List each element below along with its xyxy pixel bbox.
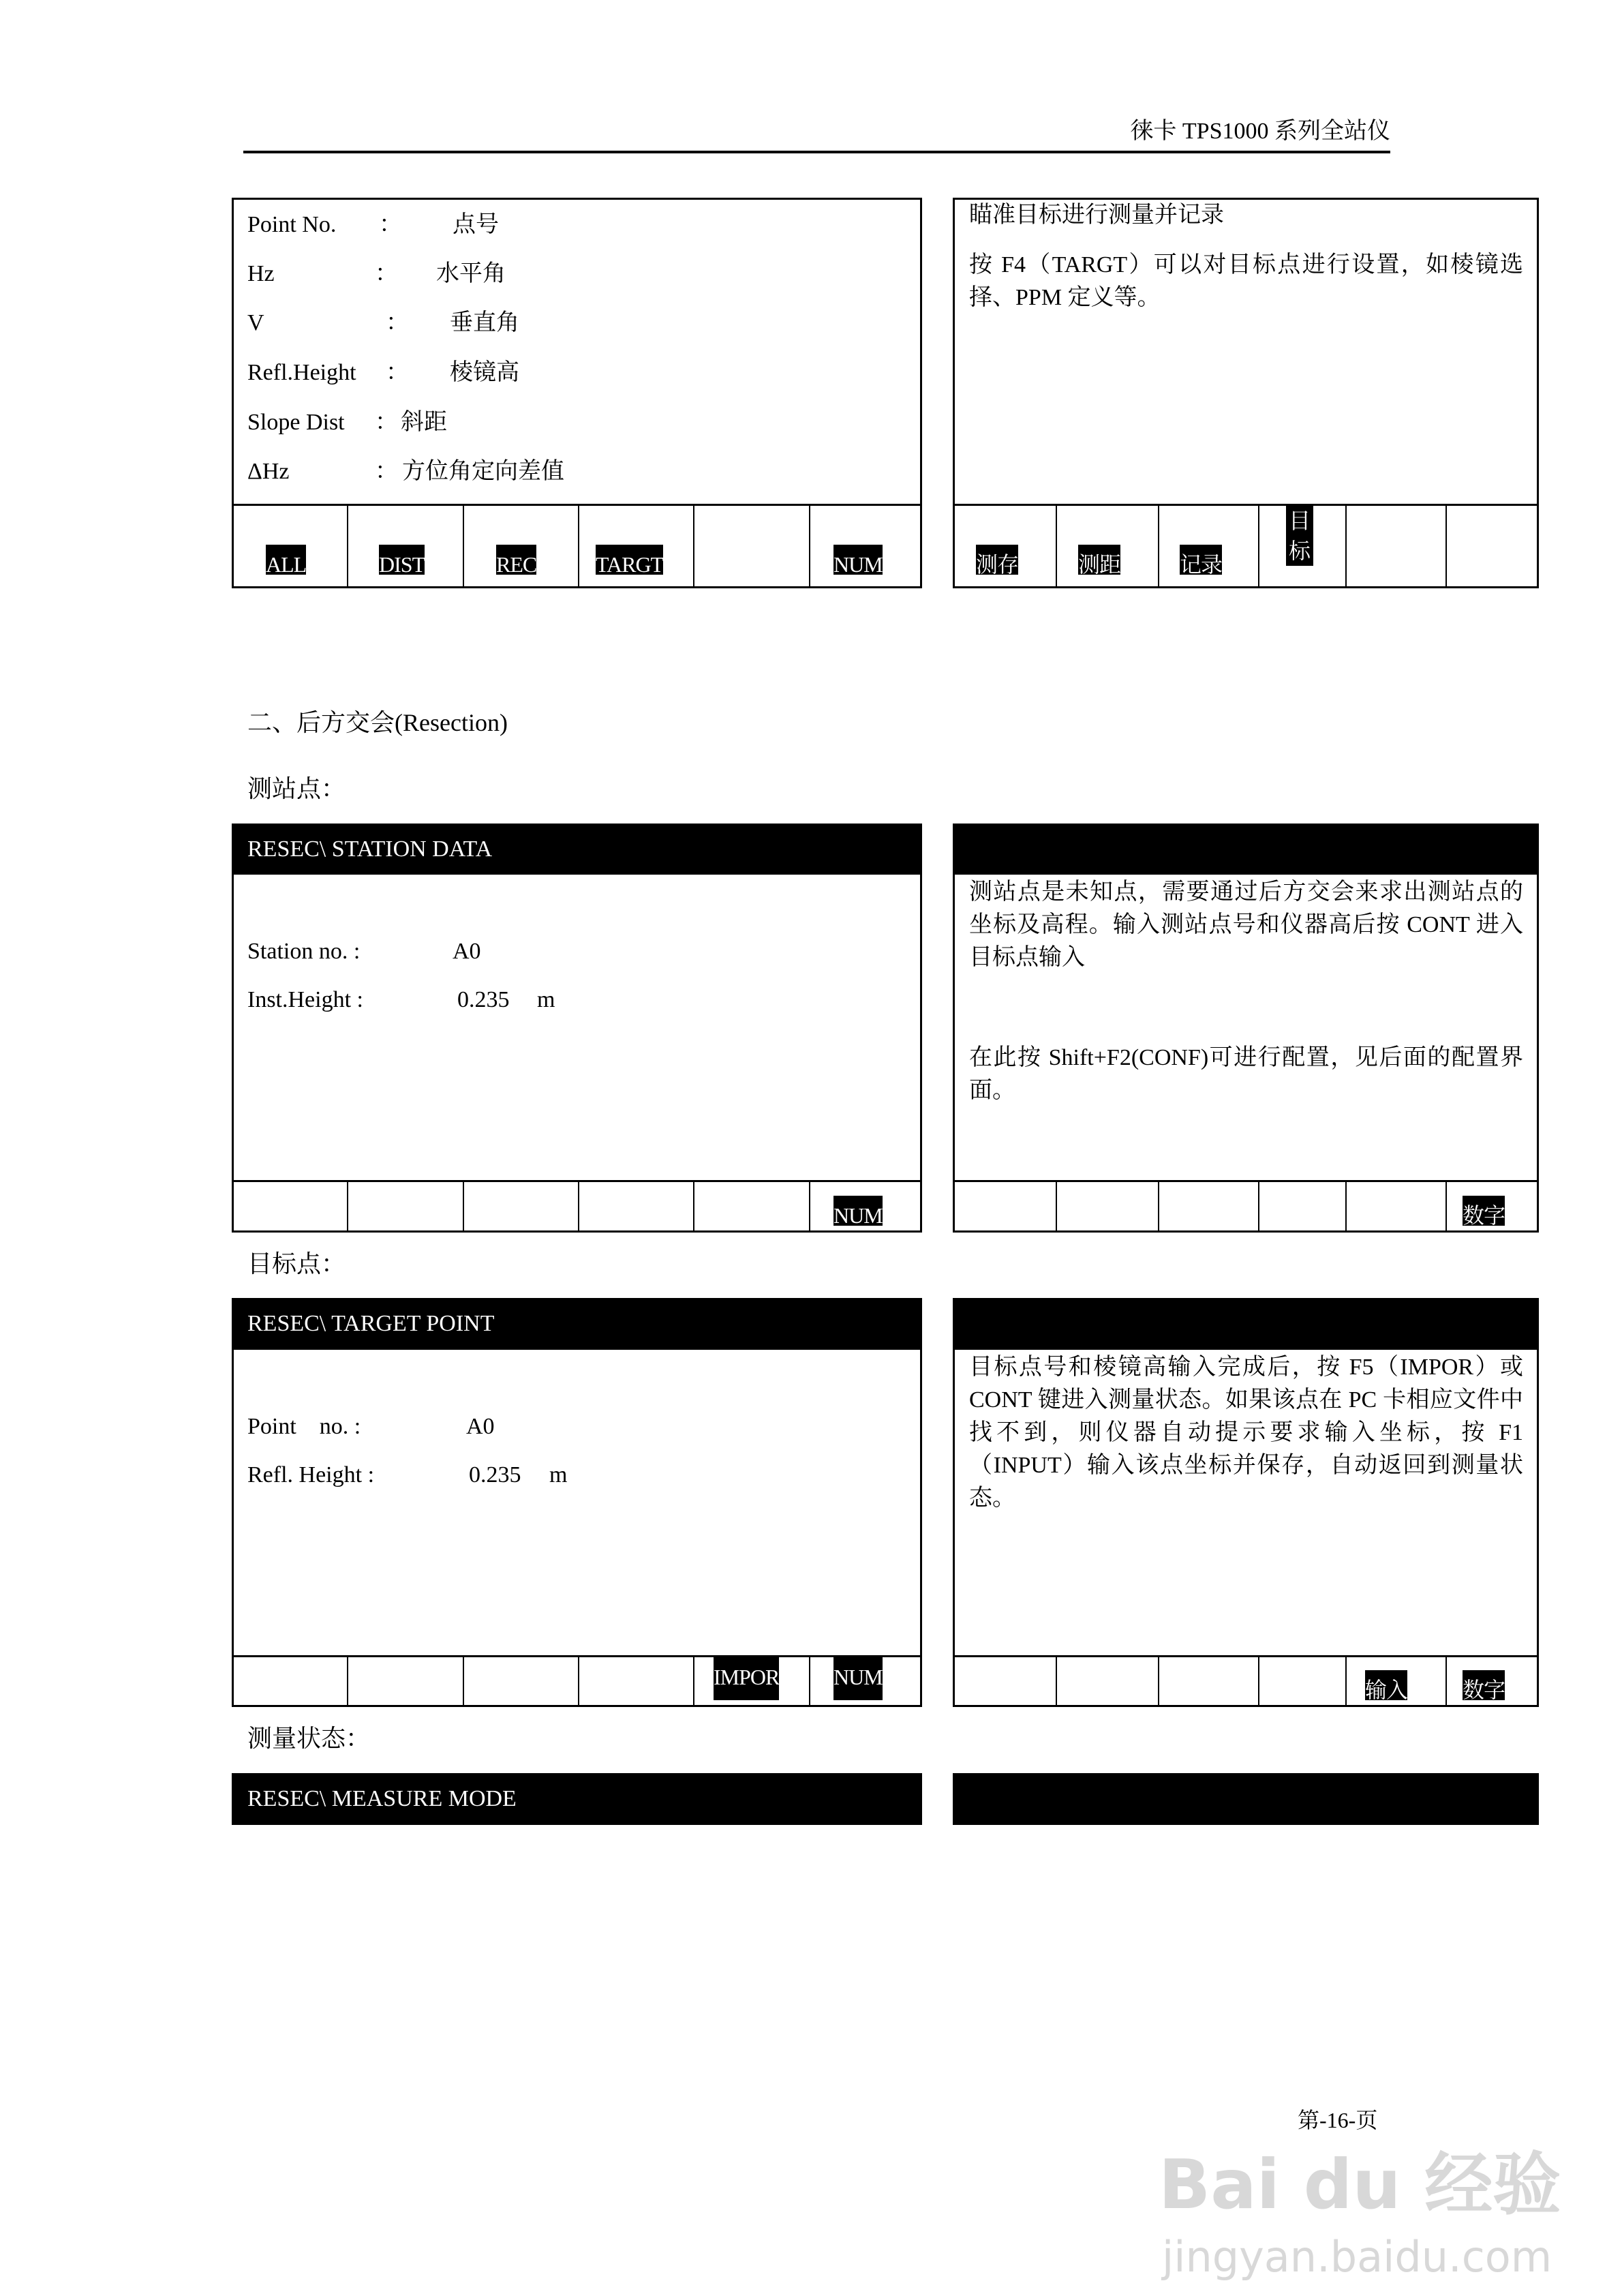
measure-subheading: 测量状态： — [247, 1725, 371, 1752]
softkey-input[interactable]: 输入 — [1365, 1670, 1407, 1700]
target-description: 目标点号和棱镜高输入完成后，按 F5（IMPOR）或 CONT 键进入测量状态。如果该点在 PC 卡相应文件中找不到，则仪器自动提示要求输入坐标，按 F1（INPUT）输入该点坐标并保存，自动返回到测量状态。 — [969, 1355, 1523, 1511]
point-no-value[interactable]: A0 — [466, 1414, 495, 1439]
field-value: 点号 — [453, 212, 499, 237]
baidu-watermark-logo — [1159, 2147, 1561, 2222]
softkey-dist[interactable]: DIST — [379, 545, 425, 575]
station-description: 测站点是未知点，需要通过后方交会来求出测站点的坐标及高程。输入测站点号和仪器高后按 CONT 进入目标点输入 — [969, 879, 1523, 970]
measure-screen-title: RESEC\ MEASURE MODE — [232, 1773, 922, 1825]
softkey-row — [232, 504, 922, 588]
field-value: 水平角 — [436, 261, 506, 286]
description-text: 按 F4（TARGT）可以对目标点进行设置，如棱镜选择、PPM 定义等。 — [969, 252, 1523, 310]
softkey-row-cn — [953, 1180, 1539, 1233]
field-value: 棱镜高 — [450, 360, 519, 385]
station-no-value[interactable]: A0 — [453, 939, 481, 964]
station-subheading: 测站点： — [247, 775, 346, 802]
station-no-label: Station no. : — [247, 939, 361, 964]
softkey-target[interactable] — [1286, 506, 1313, 566]
inst-height-value[interactable]: 0.235 — [457, 987, 510, 1012]
softkey-all[interactable]: ALL — [266, 545, 306, 575]
description-title-bar — [953, 1298, 1539, 1350]
station-config-note: 在此按 Shift+F2(CONF)可进行配置，见后面的配置界面。 — [969, 1045, 1523, 1103]
description-title: 瞄准目标进行测量并记录 — [969, 202, 1224, 228]
field-label: Point No. — [247, 212, 337, 237]
softkey-impor[interactable]: IMPOR — [714, 1657, 779, 1700]
field-colon: ： — [386, 310, 409, 335]
field-value: 方位角定向差值 — [402, 459, 564, 484]
field-label: Refl.Height — [247, 360, 356, 385]
refl-height-value[interactable]: 0.235 — [469, 1462, 521, 1487]
softkey-row-cn — [953, 1655, 1539, 1707]
softkey-num[interactable]: NUM — [833, 545, 883, 575]
softkey-num[interactable]: NUM — [833, 1196, 883, 1226]
description-title-bar — [953, 1773, 1539, 1825]
refl-height-label: Refl. Height : — [247, 1462, 375, 1487]
baidu-watermark-text: Bai du 经验 — [1159, 2145, 1561, 2224]
inst-height-unit: m — [537, 987, 555, 1012]
page-number: 第-16-页 — [1298, 2108, 1378, 2132]
softkey-number[interactable]: 数字 — [1463, 1196, 1505, 1226]
softkey-number[interactable]: 数字 — [1463, 1670, 1505, 1700]
field-label: ΔHz — [247, 459, 290, 484]
description-title-bar — [953, 824, 1539, 875]
station-screen-panel — [232, 824, 922, 1233]
inst-height-label: Inst.Height : — [247, 987, 363, 1012]
softkey-measure-store[interactable]: 测存 — [976, 545, 1018, 575]
softkey-target-char: 目 — [1288, 509, 1311, 533]
softkey-measure-dist[interactable]: 测距 — [1078, 545, 1120, 575]
refl-height-unit: m — [549, 1462, 568, 1487]
field-value: 斜距 — [401, 410, 447, 435]
field-colon: ： — [375, 410, 398, 435]
softkey-row — [232, 1180, 922, 1233]
field-colon: ： — [375, 261, 398, 286]
field-colon: ： — [379, 212, 402, 237]
target-screen-title: RESEC\ TARGET POINT — [232, 1298, 922, 1350]
field-label: V — [247, 310, 264, 335]
field-label: Hz — [247, 261, 275, 286]
softkey-record[interactable]: 记录 — [1180, 545, 1222, 575]
softkey-targt[interactable]: TARGT — [596, 545, 663, 575]
field-colon: ： — [375, 459, 398, 484]
softkey-rec[interactable]: REC — [496, 545, 536, 575]
softkey-num[interactable]: NUM — [833, 1657, 883, 1700]
softkey-row-cn — [953, 504, 1539, 588]
softkey-row — [232, 1655, 922, 1707]
baidu-watermark-url: jingyan.baidu.com — [1162, 2232, 1552, 2282]
section-heading: 二、后方交会(Resection) — [247, 709, 508, 736]
header-rule — [243, 151, 1390, 153]
target-subheading: 目标点： — [247, 1250, 346, 1278]
station-screen-title: RESEC\ STATION DATA — [232, 824, 922, 875]
header-title: 徕卡 TPS1000 系列全站仪 — [1130, 119, 1390, 144]
softkey-target-char: 标 — [1288, 539, 1311, 563]
field-colon: ： — [386, 360, 409, 385]
field-label: Slope Dist — [247, 410, 345, 435]
target-screen-panel — [232, 1298, 922, 1707]
field-value: 垂直角 — [450, 310, 519, 335]
point-no-label: Point no. : — [247, 1414, 361, 1439]
